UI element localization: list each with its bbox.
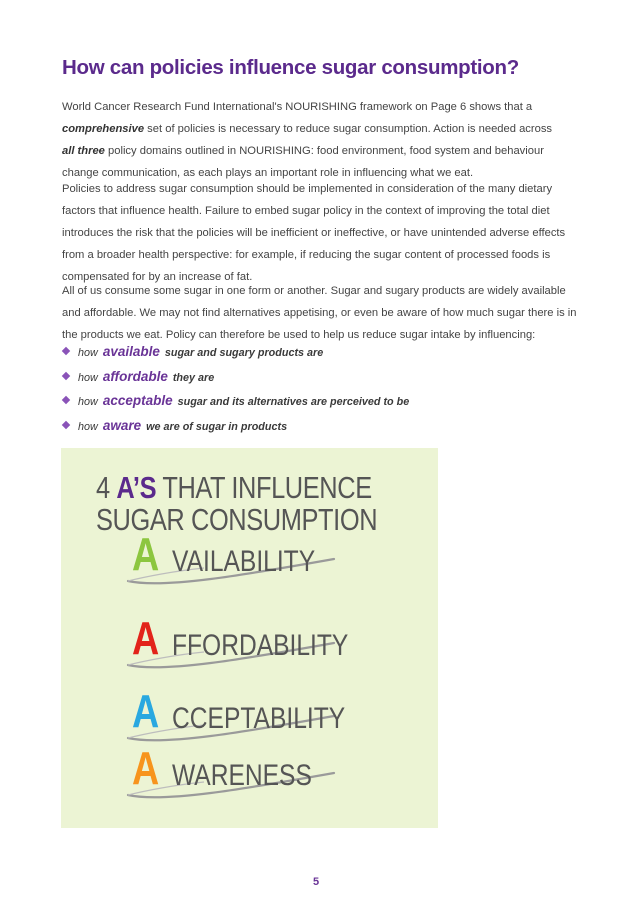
paragraph-consume-sugar: All of us consume some sugar in one form or another. Sugar and sugary products are widely available and affordable. We may not find alternatives appetising, or even be aware of how much sugar there is in the products we eat. Policy can therefore be used to help us reduce sugar intake by influencing:	[62, 285, 577, 341]
bullet-keyword: affordable	[102, 368, 168, 384]
bullet-item	[62, 414, 582, 439]
acceptability-letter: A	[132, 685, 160, 737]
bullet-text: we are of sugar in products	[146, 420, 288, 433]
bullet-prefix: how	[78, 396, 98, 408]
diamond-bullet-icon	[62, 396, 70, 404]
availability-word: VAILABILITY	[172, 545, 316, 578]
p1-text-3: policy domains outlined in NOURISHING: food environment, food system and behaviour change communication, as each plays an important role in influencing what we eat.	[62, 145, 544, 179]
bullet-prefix: how	[78, 347, 98, 359]
title-number: 4	[96, 470, 117, 505]
title-as: A’S	[116, 470, 157, 505]
acceptability-word: CCEPTABILITY	[172, 702, 346, 735]
infographic-title-line2: SUGAR CONSUMPTION	[96, 502, 378, 537]
diamond-bullet-icon	[62, 420, 70, 428]
page-heading: How can policies influence sugar consumption?	[62, 56, 519, 79]
influence-bullet-list	[62, 340, 582, 438]
bullet-text: sugar and sugary products are	[164, 347, 324, 359]
awareness-word: WARENESS	[172, 759, 312, 792]
diamond-bullet-icon	[62, 347, 70, 355]
affordability-word: FFORDABILITY	[172, 629, 349, 662]
availability-item	[132, 528, 316, 585]
paragraph-nourishing	[62, 96, 582, 184]
paragraph-dietary-factors: Policies to address sugar consumption should be implemented in consideration of the many dietary factors that influence health. Failure to embed sugar policy in the context of improving the total diet introduces the risk that the policies will be inefficient or ineffective, or have unintended adverse effects from a broader health perspective: for example, if reducing the sugar content of processed foods is compensated for by an increase of fat.	[62, 183, 566, 283]
awareness-letter: A	[132, 742, 160, 794]
page-number: 5	[313, 876, 320, 888]
bullet-keyword: aware	[102, 417, 142, 433]
title-influence: THAT INFLUENCE	[156, 470, 372, 505]
bullet-keyword: available	[102, 344, 160, 359]
acceptability-item	[132, 685, 346, 742]
awareness-item	[132, 742, 312, 799]
bullet-text: they are	[172, 371, 215, 384]
bullet-keyword: acceptable	[102, 393, 173, 408]
bullet-prefix: how	[78, 371, 98, 384]
bullet-item	[62, 365, 582, 390]
bullet-prefix: how	[78, 420, 98, 433]
availability-letter: A	[132, 528, 160, 580]
diamond-bullet-icon	[62, 371, 70, 379]
infographic-title-line1	[96, 470, 372, 506]
p1-emphasis-all-three: all three	[62, 145, 105, 157]
bullet-item	[62, 389, 582, 414]
p1-text-1: World Cancer Research Fund International's NOURISHING framework on Page 6 shows that a	[62, 101, 533, 113]
p1-text-2: set of policies is necessary to reduce sugar consumption. Action is needed across	[144, 123, 553, 135]
bullet-text: sugar and its alternatives are perceived to be	[177, 396, 410, 408]
affordability-item	[132, 612, 349, 669]
bullet-item	[62, 340, 582, 365]
affordability-letter: A	[132, 612, 160, 664]
p1-emphasis-comprehensive: comprehensive	[62, 123, 145, 135]
